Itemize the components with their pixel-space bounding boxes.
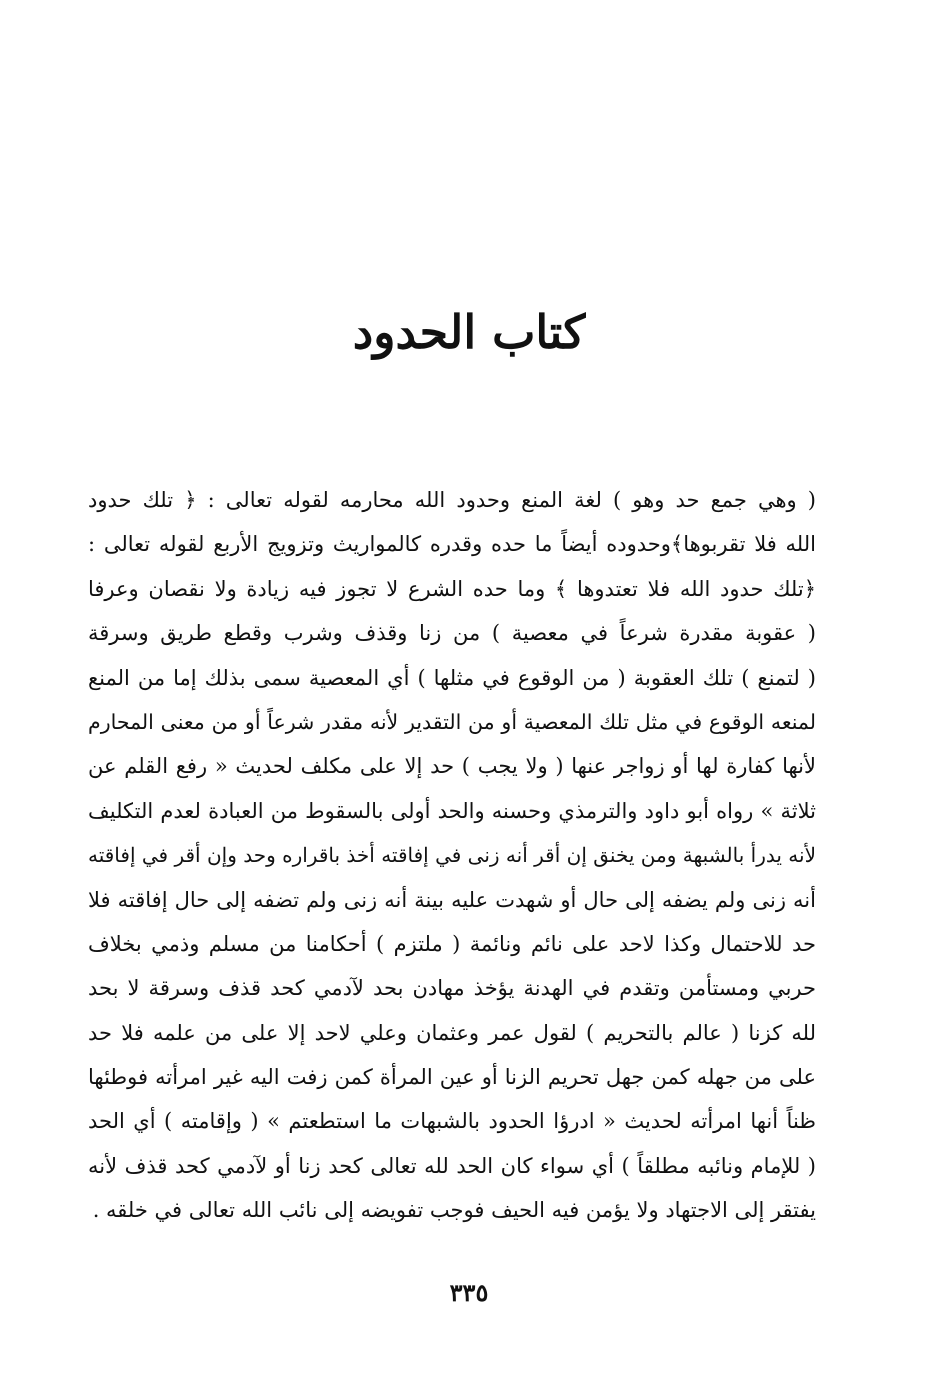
text-line: ( عقوبة مقدرة شرعاً في معصية ) من زنا وقذف وشرب وقطع طريق وسرقة: [88, 621, 816, 646]
text-line: ( وهي جمع حد وهو ) لغة المنع وحدود الله محارمه لقوله تعالى : ﴿ تلك حدود: [88, 488, 816, 512]
text-line: ( للإمام ونائبه مطلقاً ) أي سواء كان الحد لله تعالى كحد زنا أو لآدمي كحد قذف لأنه: [88, 1153, 816, 1178]
text-line: حد للاحتمال وكذا لاحد على نائم ونائمة ( ملتزم ) أحكامنا من مسلم وذمي بخلاف: [88, 931, 816, 956]
text-line: لأنها كفارة لها أو زواجر عنها ( ولا يجب ) حد إلا على مكلف لحديث « رفع القلم عن: [88, 754, 816, 779]
body-paragraph: [88, 478, 816, 1233]
text-line: ﴿تلك حدود الله فلا تعتدوها ﴾ وما حده الشرع لا تجوز فيه زيادة ولا نقصان وعرفا: [88, 576, 816, 601]
text-line: على من جهله كمن جهل تحريم الزنا أو عين المرأة كمن زفت اليه غير امرأته فوطئها: [88, 1065, 816, 1090]
page-number: ٣٣٥: [449, 1278, 489, 1307]
text-line: أنه زنى ولم يضفه إلى حال أو شهدت عليه بينة أنه زنى ولم تضفه إلى حال إفاقته فلا: [88, 887, 816, 912]
text-line: ثلاثة » رواه أبو داود والترمذي وحسنه والحد أولى بالسقوط من العبادة لعدم التكليف: [88, 798, 816, 823]
text-line: لأنه يدرأ بالشبهة ومن يخنق إن أقر أنه زنى في إفاقته أخذ باقراره وحد وإن أقر في إفاقته: [88, 843, 816, 868]
text-line: الله فلا تقربوها﴾وحدوده أيضاً ما حده وقدره كالمواريث وتزويج الأربع لقوله تعالى :: [88, 532, 816, 557]
text-line: لمنعه الوقوع في مثل تلك المعصية أو من التقدير لأنه مقدر شرعاً أو من معنى المحارم: [88, 709, 816, 734]
text-line: حربي ومستأمن وتقدم في الهدنة يؤخذ مهادن بحد لآدمي كحد قذف وسرقة لا بحد: [88, 976, 816, 1001]
text-line: لله كزنا ( عالم بالتحريم ) لقول عمر وعثمان وعلي لاحد إلا على من علمه فلا حد: [88, 1020, 816, 1045]
page-title: كتاب الحدود: [352, 305, 586, 359]
text-line: ( لتمنع ) تلك العقوبة ( من الوقوع في مثلها ) أي المعصية سمى بذلك إما من المنع: [88, 665, 816, 690]
text-line: يفتقر إلى الاجتهاد ولا يؤمن فيه الحيف فوجب تفويضه إلى نائب الله تعالى في خلقه .: [92, 1198, 816, 1223]
text-line: ظناً أنها امرأته لحديث « ادرؤا الحدود بالشبهات ما استطعتم » ( وإقامته ) أي الحد: [88, 1109, 816, 1134]
